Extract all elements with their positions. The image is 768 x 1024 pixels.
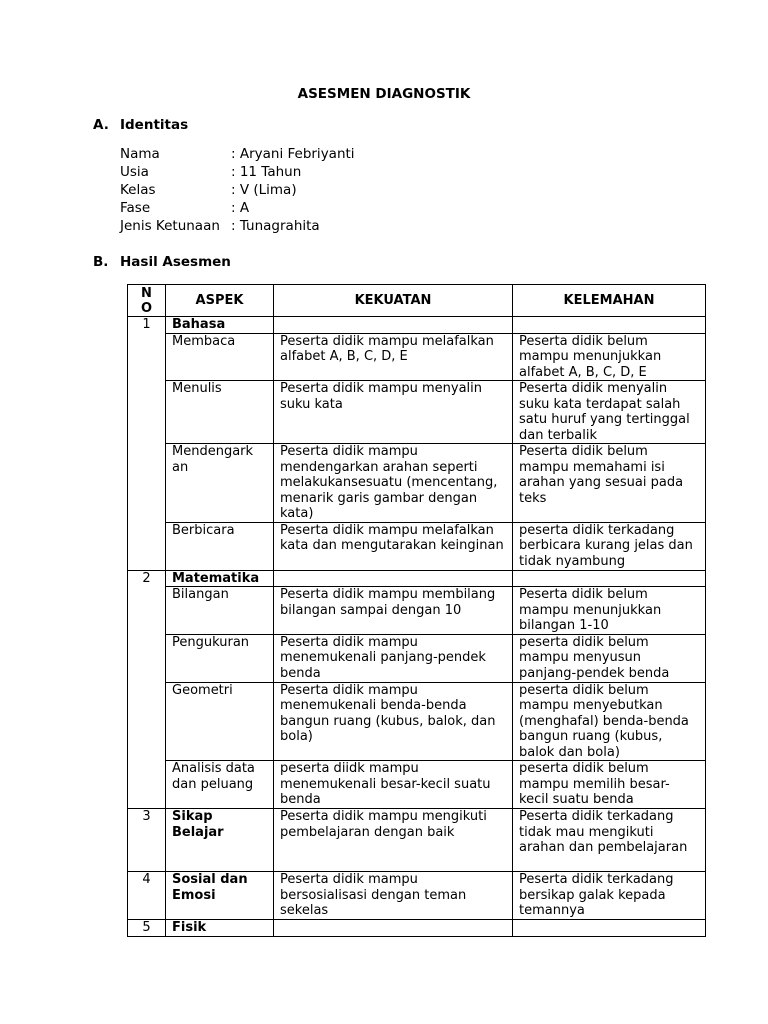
strength-cell: Peserta didik mampu bersosialisasi dengan teman sekelas (274, 872, 513, 920)
weakness-cell: Peserta didik terkadang bersikap galak kepada temannya (513, 872, 706, 920)
section-b-heading (93, 254, 231, 270)
section-a-heading (93, 117, 188, 133)
header-kekuatan: KEKUATAN (274, 285, 513, 317)
strength-cell: Peserta didik mampu menemukenali panjang-pendek benda (274, 634, 513, 682)
identity-value: : 11 Tahun (231, 164, 302, 180)
table-row (128, 682, 706, 761)
row-number (128, 333, 166, 381)
row-number (128, 381, 166, 444)
strength-cell: Peserta didik mampu melafalkan kata dan mengutarakan keinginan (274, 522, 513, 570)
row-number (128, 634, 166, 682)
strength-cell: peserta diidk mampu menemukenali besar-kecil suatu benda (274, 761, 513, 809)
identity-label: Fase (120, 200, 151, 216)
identity-label: Usia (120, 164, 149, 180)
row-number: 3 (128, 809, 166, 872)
strength-cell: Peserta didik mampu melafalkan alfabet A, B, C, D, E (274, 333, 513, 381)
table-row (128, 381, 706, 444)
weakness-cell (513, 570, 706, 587)
table-header-row (128, 285, 706, 317)
aspect-cell: Matematika (166, 570, 274, 587)
aspect-cell: Analisis data dan peluang (166, 761, 274, 809)
table-row (128, 333, 706, 381)
identity-label: Nama (120, 146, 160, 162)
aspect-cell: Bilangan (166, 587, 274, 635)
identity-row-nama (120, 145, 355, 163)
weakness-cell: Peserta didik terkadang tidak mau mengikuti arahan dan pembelajaran (513, 809, 706, 872)
weakness-cell (513, 317, 706, 334)
weakness-cell: peserta didik terkadang berbicara kurang jelas dan tidak nyambung (513, 522, 706, 570)
table-row (128, 761, 706, 809)
section-b-label: Hasil Asesmen (120, 254, 231, 270)
strength-cell: Peserta didik mampu menemukenali benda-benda bangun ruang (kubus, balok, dan bola) (274, 682, 513, 761)
table-row (128, 522, 706, 570)
row-number: 2 (128, 570, 166, 587)
weakness-cell: peserta didik belum mampu memilih besar-kecil suatu benda (513, 761, 706, 809)
assessment-table (127, 284, 706, 937)
identity-list (120, 145, 355, 235)
row-number (128, 444, 166, 523)
row-number: 1 (128, 317, 166, 334)
weakness-cell: Peserta didik belum mampu menunjukkan alfabet A, B, C, D, E (513, 333, 706, 381)
section-a-label: Identitas (120, 117, 189, 133)
aspect-cell: Sosial dan Emosi (166, 872, 274, 920)
identity-row-fase (120, 199, 355, 217)
identity-value: : V (Lima) (231, 182, 297, 198)
table-row (128, 920, 706, 937)
strength-cell (274, 570, 513, 587)
weakness-cell: Peserta didik belum mampu menunjukkan bilangan 1-10 (513, 587, 706, 635)
strength-cell: Peserta didik mampu mendengarkan arahan seperti melakukansesuatu (mencentang, menarik garis gambar dengan kata) (274, 444, 513, 523)
identity-label: Kelas (120, 182, 156, 198)
aspect-cell: Membaca (166, 333, 274, 381)
weakness-cell: Peserta didik menyalin suku kata terdapat salah satu huruf yang tertinggal dan terbalik (513, 381, 706, 444)
strength-cell: Peserta didik mampu membilang bilangan sampai dengan 10 (274, 587, 513, 635)
aspect-cell: Sikap Belajar (166, 809, 274, 872)
aspect-cell: Bahasa (166, 317, 274, 334)
row-number (128, 587, 166, 635)
header-no: N O (128, 285, 166, 317)
identity-row-usia (120, 163, 355, 181)
table-row (128, 587, 706, 635)
row-number (128, 522, 166, 570)
table-row (128, 444, 706, 523)
identity-value: : Aryani Febriyanti (231, 146, 355, 162)
identity-label: Jenis Ketunaan (120, 218, 220, 234)
table-row (128, 872, 706, 920)
aspect-cell: Berbicara (166, 522, 274, 570)
row-number (128, 761, 166, 809)
table-row (128, 634, 706, 682)
strength-cell (274, 920, 513, 937)
row-number: 5 (128, 920, 166, 937)
aspect-cell: Fisik (166, 920, 274, 937)
identity-value: : Tunagrahita (231, 218, 320, 234)
aspect-cell: Menulis (166, 381, 274, 444)
weakness-cell: peserta didik belum mampu menyebutkan (menghafal) benda-benda bangun ruang (kubus, balok dan bola) (513, 682, 706, 761)
aspect-cell: Geometri (166, 682, 274, 761)
section-b-letter: B. (93, 254, 109, 270)
table-row (128, 570, 706, 587)
identity-row-jenis-ketunaan (120, 217, 355, 235)
row-number: 4 (128, 872, 166, 920)
header-aspek: ASPEK (166, 285, 274, 317)
weakness-cell: peserta didik belum mampu menyusun panjang-pendek benda (513, 634, 706, 682)
aspect-cell: Pengukuran (166, 634, 274, 682)
table-row (128, 317, 706, 334)
section-a-letter: A. (93, 117, 109, 133)
weakness-cell: Peserta didik belum mampu memahami isi arahan yang sesuai pada teks (513, 444, 706, 523)
strength-cell: Peserta didik mampu menyalin suku kata (274, 381, 513, 444)
identity-row-kelas (120, 181, 355, 199)
row-number (128, 682, 166, 761)
document-title: ASESMEN DIAGNOSTIK (297, 86, 471, 102)
identity-value: : A (231, 200, 250, 216)
header-kelemahan: KELEMAHAN (513, 285, 706, 317)
aspect-cell: Mendengark an (166, 444, 274, 523)
strength-cell: Peserta didik mampu mengikuti pembelajaran dengan baik (274, 809, 513, 872)
strength-cell (274, 317, 513, 334)
table-row (128, 809, 706, 872)
weakness-cell (513, 920, 706, 937)
